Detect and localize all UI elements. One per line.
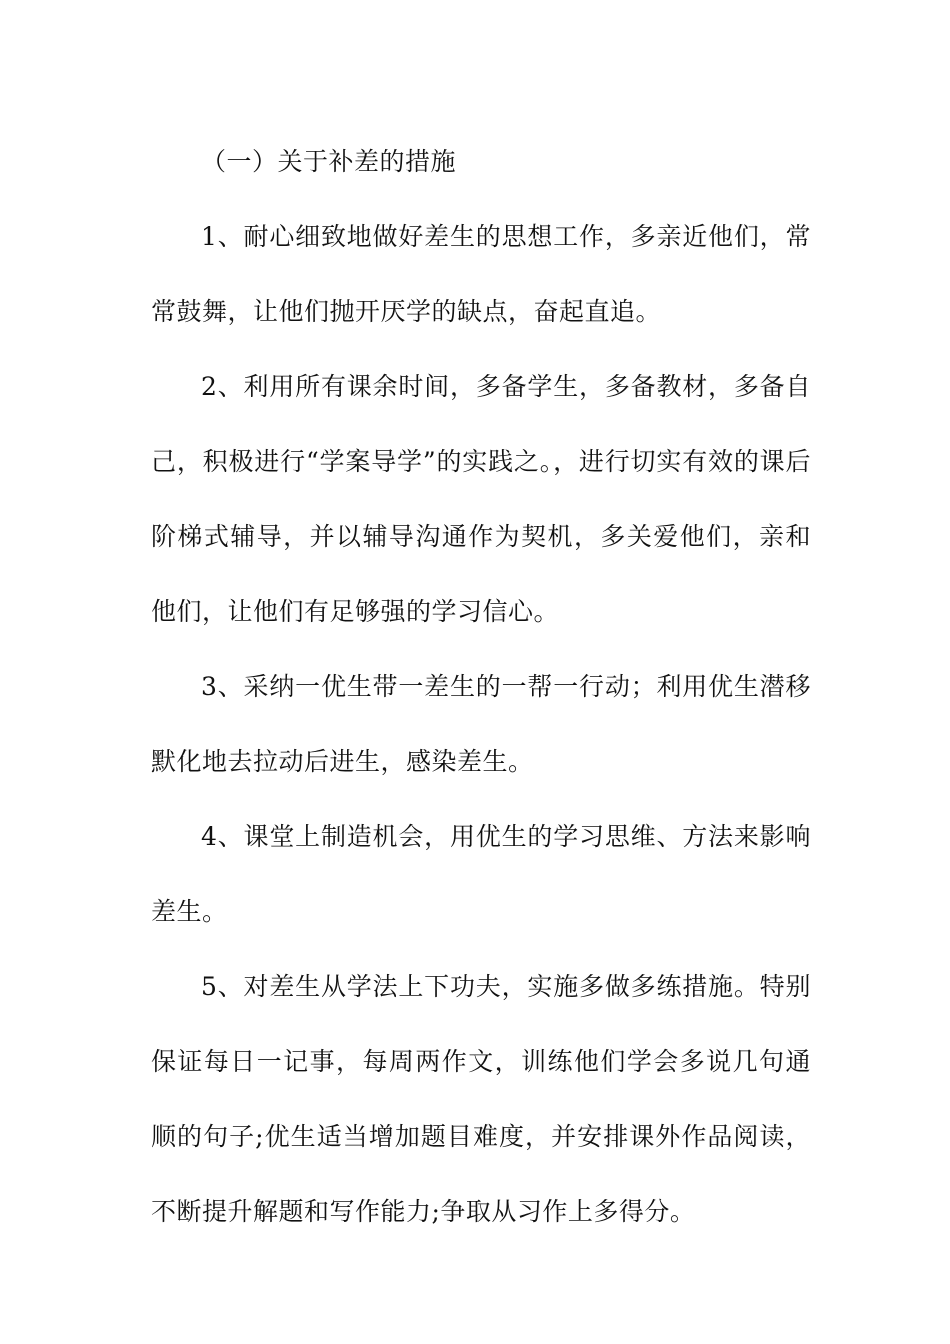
paragraph-1: 1、耐心细致地做好差生的思想工作，多亲近他们，常常鼓舞，让他们抛开厌学的缺点，奋起直追。 [151,222,811,326]
document-body [151,124,811,1249]
section-heading: （一）关于补差的措施 [201,147,457,176]
paragraph-2: 2、利用所有课余时间，多备学生，多备教材，多备自己，积极进行“学案导学”的实践之。，进行切实有效的课后阶梯式辅导，并以辅导沟通作为契机，多关爱他们，亲和他们，让他们有足够强的学习信心。 [151,372,811,626]
paragraph-4: 4、课堂上制造机会，用优生的学习思维、方法来影响差生。 [151,822,811,926]
paragraph-5: 5、对差生从学法上下功夫，实施多做多练措施。特别保证每日一记事，每周两作文，训练他们学会多说几句通顺的句子;优生适当增加题目难度，并安排课外作品阅读，不断提升解题和写作能力;争取从习作上多得分。 [151,972,811,1226]
paragraph-3: 3、采纳一优生带一差生的一帮一行动；利用优生潜移默化地去拉动后进生，感染差生。 [151,672,811,776]
